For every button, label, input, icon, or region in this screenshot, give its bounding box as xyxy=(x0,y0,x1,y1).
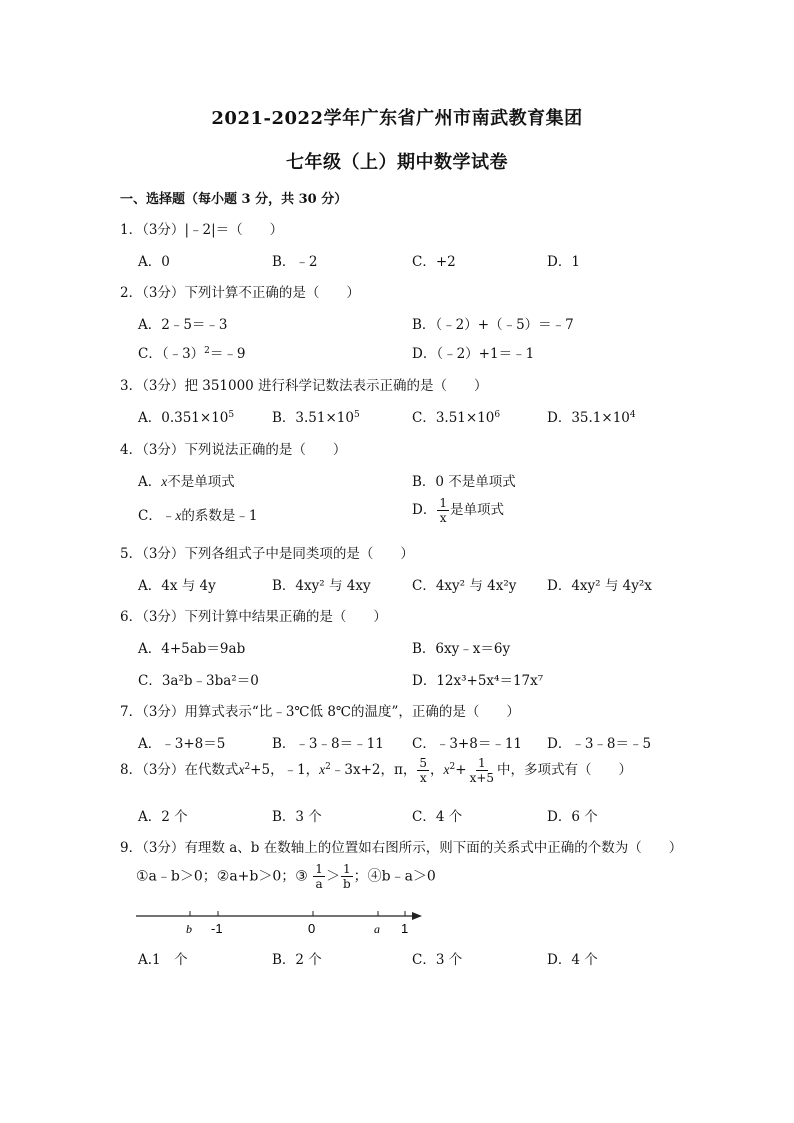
q7-option-a: A．﹣3+8＝5 xyxy=(138,736,226,752)
fraction: $\frac{5}{x}$ xyxy=(419,756,428,785)
question-number: 1． xyxy=(120,222,143,238)
exam-title-line2: 七年级（上）期中数学试卷 xyxy=(286,152,508,173)
question-number: 6． xyxy=(120,609,143,625)
question-score: （3分） xyxy=(142,222,185,238)
question-stem: 用算式表示“比﹣3℃低 8℃的温度”，正确的是（ ） xyxy=(184,704,520,720)
exam-title-line1: 2021-2022学年广东省广州市南武教育集团 xyxy=(211,108,583,129)
question-number: 3． xyxy=(120,378,143,394)
section-heading: 一、选择题（每小题 3 分，共 30 分） xyxy=(120,192,348,207)
question-7 xyxy=(120,700,520,720)
question-number: 5． xyxy=(120,546,143,562)
question-stem: 下列说法正确的是（ ） xyxy=(184,442,347,458)
question-stem: 有理数 a、b 在数轴上的位置如右图所示，则下面的关系式中正确的个数为（ ） xyxy=(184,840,683,856)
question-stem: 下列各组式子中是同类项的是（ ） xyxy=(184,546,414,562)
fraction: $\frac{1}{a}$ xyxy=(315,862,323,891)
q6-option-d: D．12x³+5x⁴＝17x⁷ xyxy=(412,673,544,689)
q8-option-a: A．2 个 xyxy=(138,809,188,825)
q8-option-c: C．4 个 xyxy=(412,809,463,825)
q4-option-d: D． $\frac{1}{x}$ 是单项式 xyxy=(412,496,504,525)
question-number: 4． xyxy=(120,442,143,458)
q2-option-d: D．（﹣2）+1＝﹣1 xyxy=(412,346,535,362)
label-b: b xyxy=(186,922,192,936)
question-stem: |﹣2|＝（ ） xyxy=(184,222,284,238)
q3-option-c: C．$3.51\times 10^6$ xyxy=(412,410,501,426)
q1-option-d: D．1 xyxy=(547,254,580,270)
fraction: $\frac{1}{x}$ xyxy=(439,496,447,525)
q3-option-d: D．$35.1\times 10^4$ xyxy=(547,410,636,426)
q9-conditions: ①a﹣b＞0；②a+b＞0；③ $\frac{1}{a}$ ＞ $\frac{1}{b}$ ；④b﹣a＞0 xyxy=(136,862,436,891)
q9-option-c: C．3 个 xyxy=(412,952,463,968)
question-1 xyxy=(120,218,283,238)
q6-option-c: C．3a²b﹣3ba²＝0 xyxy=(138,673,259,689)
label-one: 1 xyxy=(401,921,409,936)
q2-option-b: B．（﹣2）+（﹣5）＝﹣7 xyxy=(412,317,574,333)
q7-option-b: B．﹣3﹣8＝﹣11 xyxy=(272,736,384,752)
question-number: 7． xyxy=(120,704,143,720)
q6-option-a: A．4+5ab＝9ab xyxy=(138,641,246,657)
fraction: $\frac{1}{x+5}$ xyxy=(469,756,495,785)
q7-option-c: C．﹣3+8＝﹣11 xyxy=(412,736,522,752)
q7-option-d: D．﹣3﹣8＝﹣5 xyxy=(547,736,652,752)
question-score: （3分） xyxy=(142,704,185,720)
q5-option-b: B．4xy² 与 4xy xyxy=(272,578,371,594)
question-number: 8． xyxy=(120,762,143,778)
q9-option-b: B．2 个 xyxy=(272,952,322,968)
question-score: （3分） xyxy=(142,442,185,458)
number-line xyxy=(130,900,430,940)
question-score: （3分） xyxy=(142,285,185,301)
question-5 xyxy=(120,542,414,562)
question-number: 2． xyxy=(120,285,143,301)
q8-option-d: D．6 个 xyxy=(547,809,598,825)
q1-option-c: C．+2 xyxy=(412,254,456,270)
question-stem: 把 351000 进行科学记数法表示正确的是（ ） xyxy=(184,378,488,394)
q5-option-c: C．4xy² 与 4x²y xyxy=(412,578,517,594)
question-stem: 下列计算不正确的是（ ） xyxy=(184,285,360,301)
q4-option-a: A．x不是单项式 xyxy=(138,474,235,490)
label-zero: 0 xyxy=(308,921,316,936)
label-minus1: -1 xyxy=(211,921,223,936)
question-9 xyxy=(120,836,682,856)
question-score: （3分） xyxy=(142,378,185,394)
q2-option-c: C．（﹣3）$^2$＝﹣9 xyxy=(138,346,246,362)
q5-option-d: D．4xy² 与 4y²x xyxy=(547,578,652,594)
axis-arrow xyxy=(412,912,422,920)
q2-option-a: A．2﹣5＝﹣3 xyxy=(138,317,228,333)
q4-option-c: C．﹣x的系数是﹣1 xyxy=(138,508,258,524)
q5-option-a: A．4x 与 4y xyxy=(138,578,216,594)
question-score: （3分） xyxy=(142,546,185,562)
q6-option-b: B．6xy﹣x＝6y xyxy=(412,641,511,657)
q4-option-b: B．0 不是单项式 xyxy=(412,474,516,490)
q1-option-b: B．﹣2 xyxy=(272,254,318,270)
label-a: a xyxy=(374,922,380,936)
question-score: （3分） xyxy=(142,762,185,778)
question-score: （3分） xyxy=(142,609,185,625)
question-stem: 下列计算中结果正确的是（ ） xyxy=(184,609,387,625)
question-2 xyxy=(120,281,360,301)
q3-option-a: A．$0.351\times 10^5$ xyxy=(138,410,235,426)
q8-option-b: B．3 个 xyxy=(272,809,322,825)
q3-option-b: B．$3.51\times 10^5$ xyxy=(272,410,360,426)
question-score: （3分） xyxy=(142,840,185,856)
q9-option-a: A.1 个 xyxy=(138,952,188,968)
question-4 xyxy=(120,438,346,458)
question-6 xyxy=(120,605,387,625)
q9-option-d: D．4 个 xyxy=(547,952,598,968)
fraction: $\frac{1}{b}$ xyxy=(342,862,351,891)
question-3 xyxy=(120,374,488,394)
question-number: 9． xyxy=(120,840,143,856)
question-8: 8．（3分）在代数式$x^2+5$，﹣1，$x^2﹣3x+2$，π， $\frac{5}{x}$ ，$x^2+$ $\frac{1}{x+5}$ 中，多项式有（ ） xyxy=(120,756,633,785)
q1-option-a: A．0 xyxy=(138,254,170,270)
